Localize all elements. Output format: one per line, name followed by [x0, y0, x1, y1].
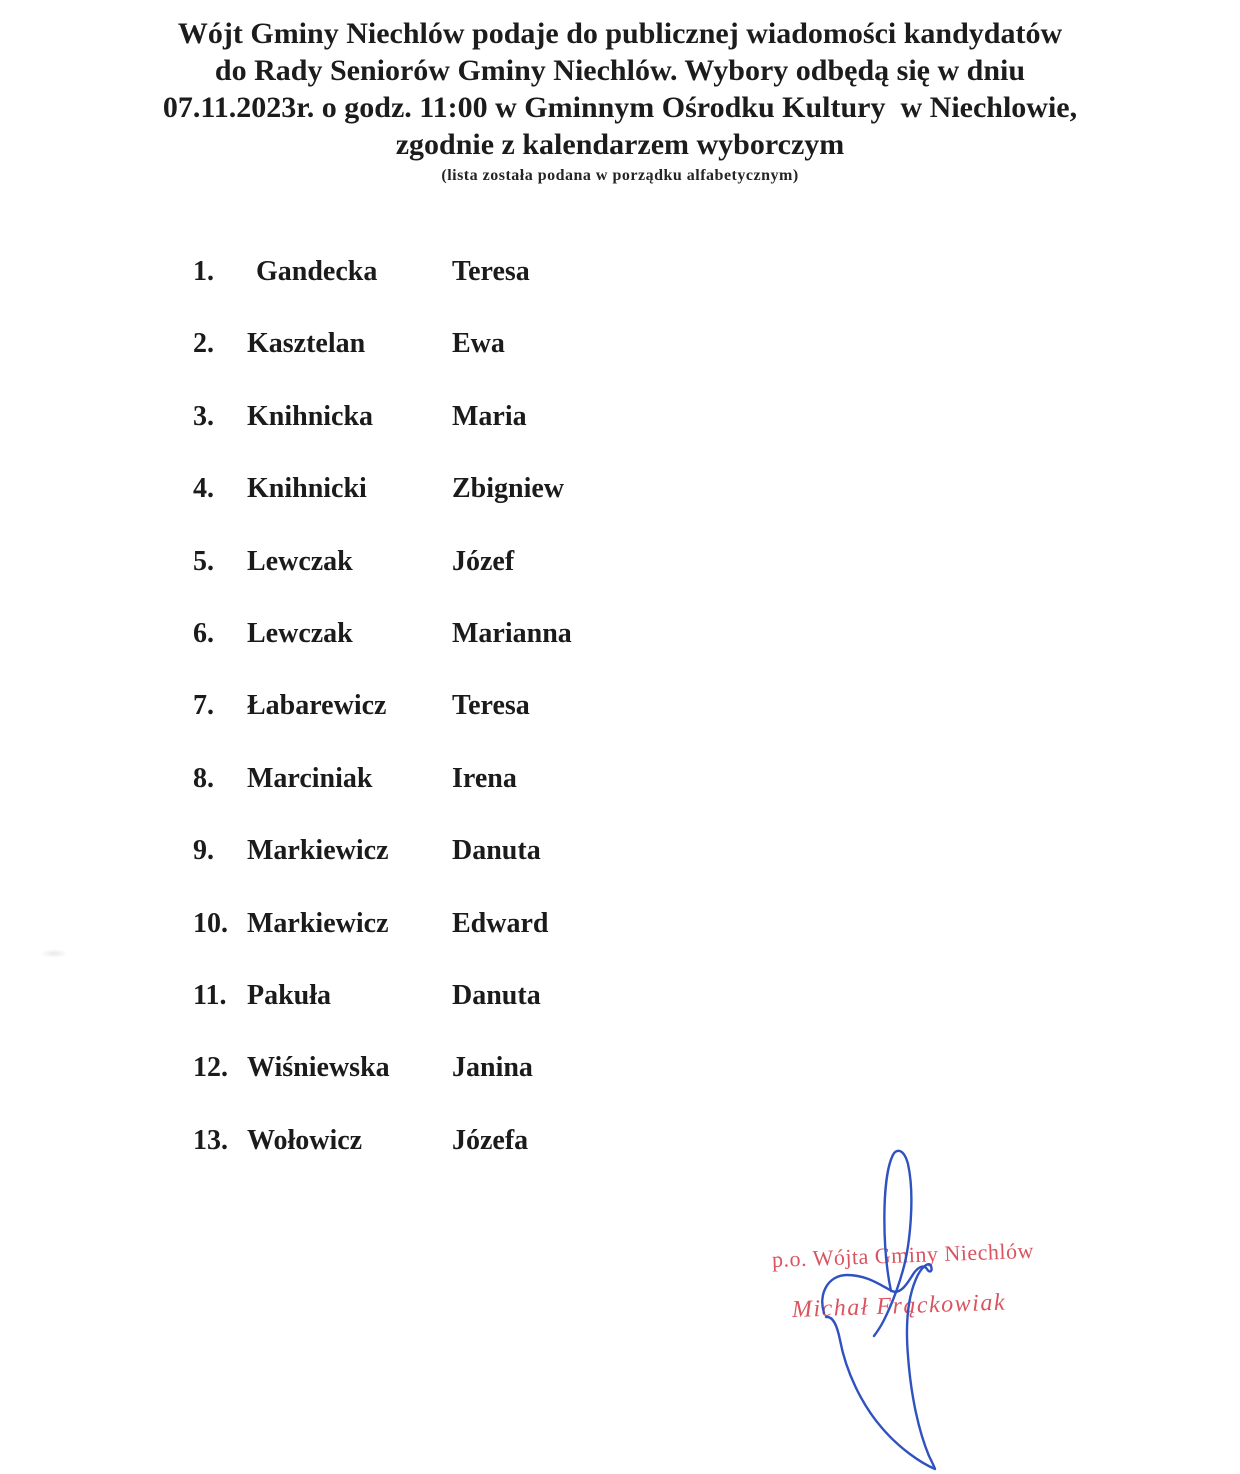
- candidate-row: [193, 1052, 572, 1086]
- candidate-row: [193, 473, 572, 507]
- candidate-firstname: Maria: [452, 400, 527, 432]
- scan-smudge: [40, 949, 68, 958]
- candidate-firstname: Janina: [452, 1052, 533, 1084]
- candidate-row: [193, 546, 572, 580]
- title-line: do Rady Seniorów Gminy Niechlów. Wybory odbędą się w dniu: [214, 54, 1026, 87]
- candidate-number: 12.: [193, 1052, 228, 1084]
- candidate-row: [193, 618, 572, 652]
- candidate-surname: Kasztelan: [247, 328, 366, 360]
- candidate-number: 5.: [193, 545, 214, 577]
- candidate-surname: Wiśniewska: [247, 1052, 390, 1084]
- candidate-surname: Lewczak: [247, 545, 353, 577]
- candidate-number: 11.: [193, 979, 227, 1011]
- candidate-row: [193, 401, 572, 435]
- candidate-number: 7.: [193, 690, 214, 722]
- stamp-role-text: p.o. Wójta Gminy Niechlów: [771, 1237, 1035, 1272]
- candidate-surname: Markiewicz: [247, 907, 389, 939]
- candidate-number: 10.: [193, 907, 228, 939]
- candidate-surname: Łabarewicz: [247, 690, 387, 722]
- candidate-row: [193, 908, 572, 942]
- candidate-row: [193, 835, 572, 869]
- document-subtitle: (lista została podana w porządku alfabetycznym): [441, 167, 799, 184]
- candidate-firstname: Danuta: [452, 979, 541, 1011]
- candidate-firstname: Józef: [452, 545, 515, 577]
- candidate-number: 9.: [193, 835, 214, 867]
- candidate-number: 8.: [193, 762, 214, 794]
- candidate-firstname: Józefa: [452, 1124, 529, 1156]
- candidate-row: [193, 328, 572, 362]
- candidate-firstname: Teresa: [452, 690, 530, 722]
- candidate-firstname: Danuta: [452, 835, 541, 867]
- candidate-number: 2.: [193, 328, 214, 360]
- candidate-list: [193, 256, 572, 1197]
- title-line: zgodnie z kalendarzem wyborczym: [395, 128, 845, 161]
- candidate-row: [193, 980, 572, 1014]
- candidate-row: [193, 1125, 572, 1159]
- candidate-surname: Pakuła: [247, 979, 332, 1011]
- candidate-row: [193, 763, 572, 797]
- candidate-number: 6.: [193, 617, 214, 649]
- stamp-name-text: Michał Frąckowiak: [791, 1289, 1007, 1323]
- candidate-surname: Knihnicka: [247, 400, 374, 432]
- candidate-firstname: Teresa: [452, 256, 530, 287]
- candidate-surname: Gandecka: [256, 256, 378, 287]
- candidate-surname: Marciniak: [247, 762, 373, 794]
- candidate-firstname: Ewa: [452, 328, 505, 360]
- candidate-number: 3.: [193, 400, 214, 432]
- candidate-firstname: Irena: [452, 762, 517, 794]
- candidate-firstname: Zbigniew: [452, 473, 565, 505]
- candidate-surname: Markiewicz: [247, 835, 389, 867]
- candidate-number: 4.: [193, 473, 214, 505]
- title-line: 07.11.2023r. o godz. 11:00 w Gminnym Ośrodku Kultury w Niechlowie,: [162, 91, 1078, 124]
- candidate-firstname: Edward: [452, 907, 549, 939]
- candidate-surname: Wołowicz: [247, 1124, 363, 1156]
- candidate-row: [193, 256, 572, 290]
- title-line: Wójt Gminy Niechlów podaje do publicznej wiadomości kandydatów: [177, 17, 1063, 50]
- candidate-surname: Knihnicki: [247, 473, 367, 505]
- candidate-number: 1.: [193, 256, 214, 287]
- candidate-firstname: Marianna: [452, 617, 572, 649]
- candidate-number: 13.: [193, 1124, 228, 1156]
- document-title: [0, 15, 1240, 163]
- candidate-row: [193, 690, 572, 724]
- candidate-surname: Lewczak: [247, 617, 353, 649]
